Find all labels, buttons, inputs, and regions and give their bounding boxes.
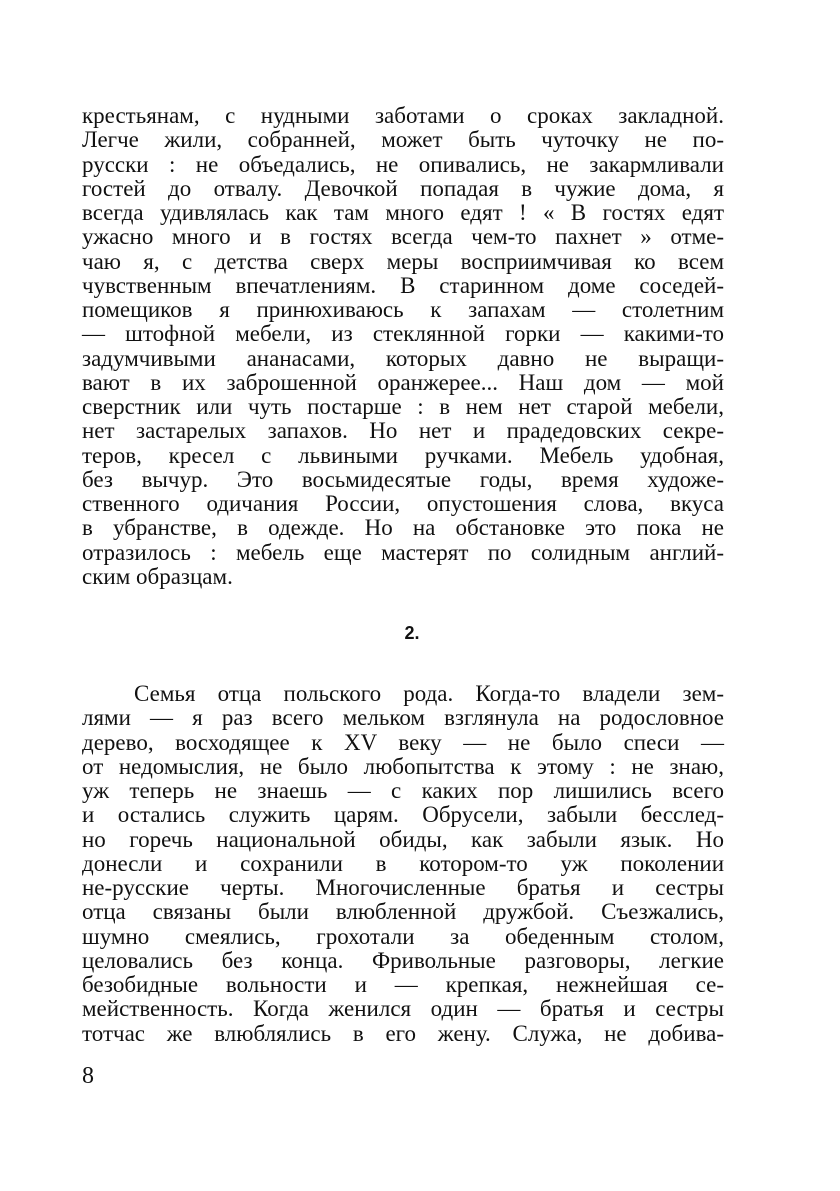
- text-line: но горечь национальной обиды, как забыли язык. Но: [82, 826, 724, 852]
- text-line: теров, кресел с львиными ручками. Мебель удобная,: [82, 442, 724, 468]
- text-line: тотчас же влюблялись в его жену. Служа, не добива-: [82, 1020, 724, 1046]
- text-line: — штофной мебели, из стеклянной горки — какими-то: [82, 321, 724, 347]
- text-line: от недомыслия, не было любопытства к этому : не знаю,: [82, 753, 724, 779]
- text-line: мейственность. Когда женился один — братья и сестры: [82, 996, 724, 1022]
- section-number-text: 2.: [404, 623, 420, 643]
- text-line: чувственным впечатлениям. В старинном доме соседей-: [82, 272, 724, 298]
- text-line: и остались служить царям. Обрусели, забыли бесслед-: [82, 802, 724, 828]
- text-line: уж теперь не знаешь — с каких пор лишились всего: [82, 778, 724, 803]
- section-number: [0, 622, 840, 644]
- text-line: донесли и сохранили в котором-то уж поколении: [82, 850, 724, 876]
- text-line: нет застарелых запахов. Но нет и прадедовских секре-: [82, 418, 724, 444]
- text-line: не-русские черты. Многочисленные братья и сестры: [82, 875, 724, 900]
- text-line: Легче жили, собранней, может быть чуточку не по-: [82, 127, 724, 153]
- text-line: дерево, восходящее к XV веку — не было спеси —: [82, 729, 724, 755]
- text-line: сверстник или чуть постарше : в нем нет старой мебели,: [82, 394, 724, 419]
- text-line: отца связаны были влюбленной дружбой. Съезжались,: [82, 899, 724, 925]
- text-line: ужасно много и в гостях всегда чем-то пахнет » отме-: [82, 224, 724, 250]
- text-line: без вычур. Это восьмидесятые годы, время художе-: [82, 466, 724, 492]
- text-line: целовались без конца. Фривольные разговоры, легкие: [82, 947, 724, 973]
- paragraph-2: [82, 682, 724, 1046]
- text-line: безобидные вольности и — крепкая, нежнейшая се-: [82, 972, 724, 997]
- text-line: шумно смеялись, грохотали за обеденным столом,: [82, 923, 724, 949]
- text-line: вают в их заброшенной оранжерее... Наш дом — мой: [82, 369, 724, 395]
- text-line: задумчивыми ананасами, которых давно не выращи-: [82, 345, 724, 371]
- text-line: ственного одичания России, опустошения слова, вкуса: [82, 491, 724, 516]
- text-line: крестьянам, с нудными заботами о сроках закладной.: [82, 103, 724, 128]
- text-line: русски : не объедались, не опивались, не закармливали: [82, 151, 724, 177]
- text-line: отразилось : мебель еще мастерят по солидным англий-: [82, 539, 724, 565]
- text-line: в убранстве, в одежде. Но на обстановке это пока не: [82, 515, 724, 541]
- text-line: чаю я, с детства сверх меры восприимчивая ко всем: [82, 248, 724, 274]
- text-line: Семья отца польского рода. Когда-то владели зем-: [134, 681, 724, 706]
- text-line: лями — я раз всего мельком взглянула на родословное: [82, 705, 724, 731]
- text-line: гостей до отвалу. Девочкой попадая в чужие дома, я: [82, 175, 724, 201]
- text-line: ским образцам.: [82, 563, 233, 589]
- page-number: 8: [82, 1063, 94, 1089]
- text-line: всегда удивлялась как там много едят ! « В гостях едят: [82, 200, 724, 225]
- text-line: помещиков я принюхиваюсь к запахам — столетним: [82, 297, 724, 322]
- paragraph-1: [82, 104, 724, 589]
